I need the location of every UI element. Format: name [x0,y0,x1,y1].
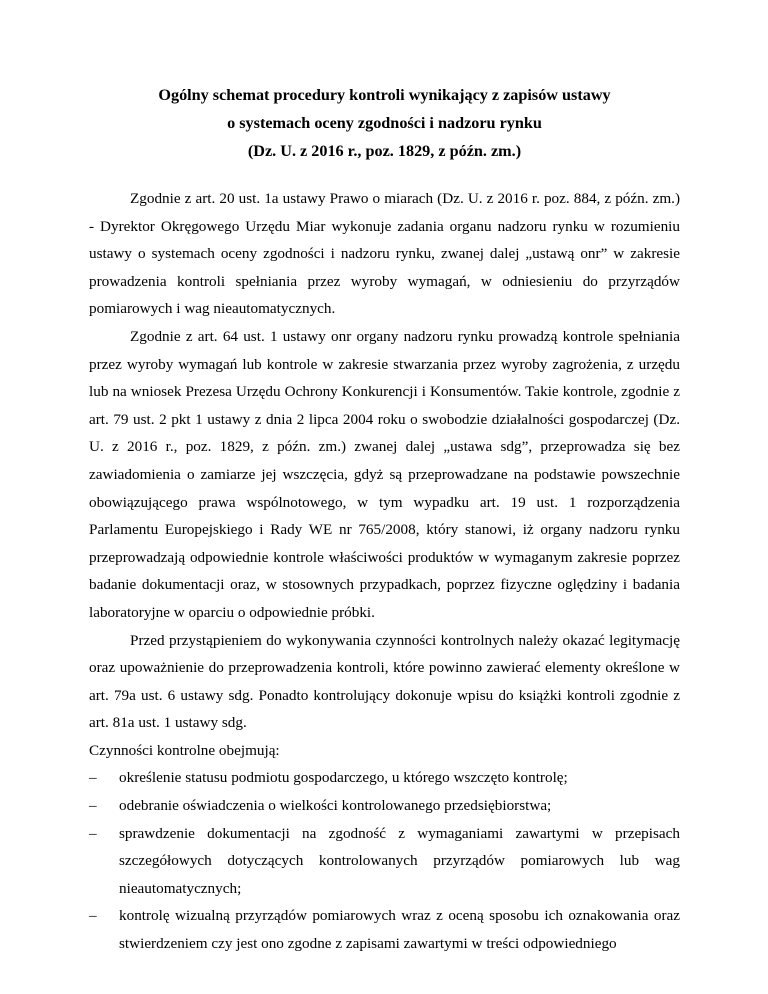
dash-bullet: – [89,797,97,815]
list-item-text: kontrolę wizualną przyrządów pomiarowych wraz z oceną sposobu ich oznakowania oraz stwierdzeniem czy jest ono zgodne z zapisami zawartymi w treści odpowiedniego [119,907,680,953]
list-item [89,820,680,903]
dash-bullet: – [89,769,97,787]
title-line-1: Ogólny schemat procedury kontroli wynikający z zapisów ustawy [158,86,611,104]
title-line-3: (Dz. U. z 2016 r., poz. 1829, z późn. zm.) [247,142,522,160]
document-title [89,81,680,165]
list-item [89,764,680,792]
dash-bullet: – [89,907,97,925]
list-intro: Czynności kontrolne obejmują: [89,741,280,759]
paragraph-3: Przed przystąpieniem do wykonywania czynności kontrolnych należy okazać legitymację oraz upoważnienie do przeprowadzenia kontroli, które powinno zawierać elementy określone w art. 79a ust. 6 ustawy sdg. Ponadto kontrolujący dokonuje wpisu do książki kontroli zgodnie z art. 81a ust. 1 ustawy sdg. [89,631,680,732]
list-item-text: odebranie oświadczenia o wielkości kontrolowanego przedsiębiorstwa; [119,797,552,815]
list-item-text: sprawdzenie dokumentacji na zgodność z wymaganiami zawartymi w przepisach szczegółowych dotyczących kontrolowanych przyrządów pomiarowych lub wag nieautomatycznych; [119,824,680,897]
paragraph-1: Zgodnie z art. 20 ust. 1a ustawy Prawo o miarach (Dz. U. z 2016 r. poz. 884, z późn. zm.) - Dyrektor Okręgowego Urzędu Miar wykonuje zadania organu nadzoru rynku w rozumieniu ustawy o systemach oceny zgodności i nadzoru rynku, zwanej dalej „ustawą onr” w zakresie prowadzenia kontroli spełniania przez wyroby wymagań, w odniesieniu do przyrządów pomiarowych i wag nieautomatycznych. [89,190,680,318]
dash-bullet: – [89,824,97,842]
list-item-text: określenie statusu podmiotu gospodarczego, u którego wszczęto kontrolę; [119,769,568,787]
title-line-2: o systemach oceny zgodności i nadzoru rynku [227,114,542,132]
list-item [89,792,680,820]
paragraph-2: Zgodnie z art. 64 ust. 1 ustawy onr organy nadzoru rynku prowadzą kontrole spełniania przez wyroby wymagań lub kontrole w zakresie stwarzania przez wyroby zagrożenia, z urzędu lub na wniosek Prezesa Urzędu Ochrony Konkurencji i Konsumentów. Takie kontrole, zgodnie z art. 79 ust. 2 pkt 1 ustawy z dnia 2 lipca 2004 roku o swobodzie działalności gospodarczej (Dz. U. z 2016 r., poz. 1829, z późn. zm.) zwanej dalej „ustawa sdg”, przeprowadza się bez zawiadomienia o zamiarze jej wszczęcia, gdyż są przeprowadzane na podstawie powszechnie obowiązującego prawa wspólnotowego, w tym wypadku art. 19 ust. 1 rozporządzenia Parlamentu Europejskiego i Rady WE nr 765/2008, który stanowi, iż organy nadzoru rynku przeprowadzają odpowiednie kontrole właściwości produktów w wymaganym zakresie poprzez badanie dokumentacji oraz, w stosownych przypadkach, poprzez fizyczne oględziny i badania laboratoryjne w oparciu o odpowiednie próbki. [89,327,680,621]
control-activities-list [89,764,680,957]
list-item [89,902,680,957]
